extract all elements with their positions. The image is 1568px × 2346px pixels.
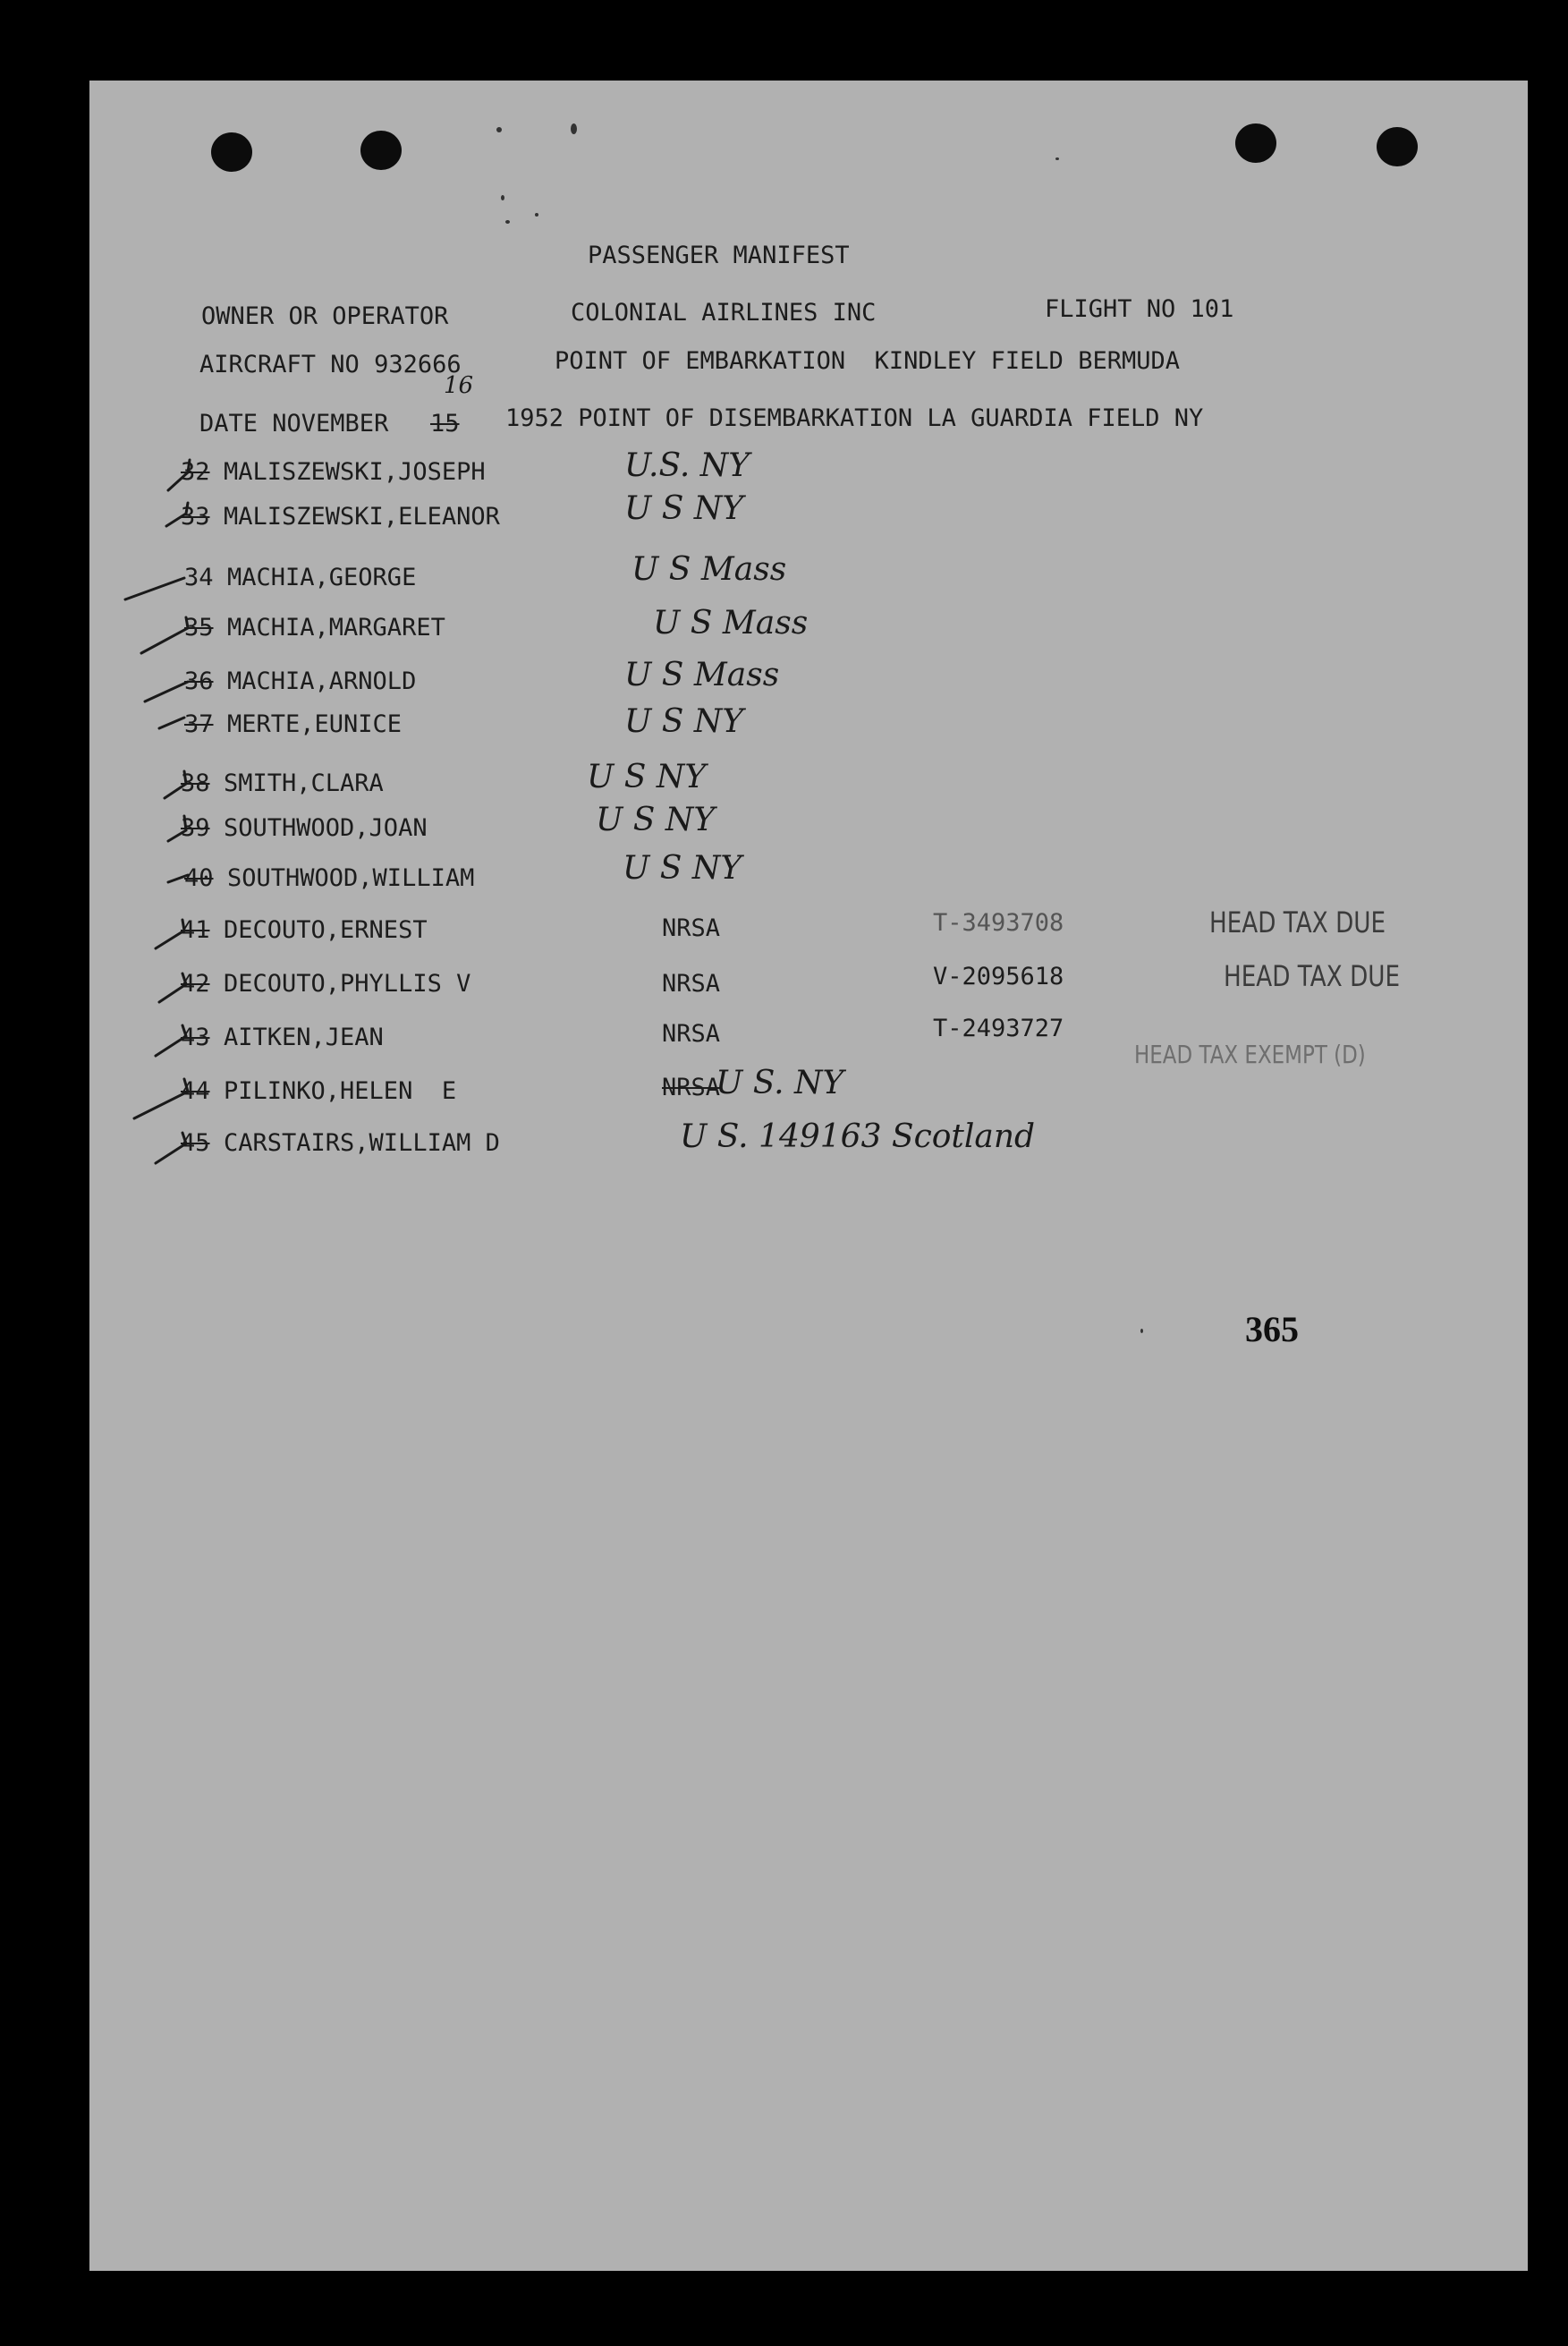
document-number: T-3493708 (933, 909, 1064, 937)
passenger-number: 44 (181, 1077, 210, 1105)
passenger-number: 35 (184, 614, 214, 642)
passenger-name: SOUTHWOOD,JOAN (224, 814, 428, 842)
passenger-number: 39 (181, 814, 210, 842)
citizenship-note: U.S. NY (624, 447, 750, 484)
passenger-name: MACHIA,ARNOLD (227, 667, 417, 695)
page-number: 365 (1245, 1309, 1299, 1349)
citizenship-note: U S NY (624, 703, 744, 740)
passenger-number: 33 (181, 503, 210, 531)
passenger-name: DECOUTO,ERNEST (224, 916, 428, 944)
document-number: T-2493727 (933, 1015, 1064, 1042)
passenger-name: SOUTHWOOD,WILLIAM (227, 864, 475, 892)
embarkation: POINT OF EMBARKATION KINDLEY FIELD BERMUDA (555, 347, 1180, 375)
citizenship-note: U S NY (587, 759, 707, 795)
passenger-name: MACHIA,GEORGE (227, 564, 417, 591)
passenger-number: 45 (181, 1129, 210, 1157)
passenger-number: 32 (181, 458, 210, 486)
passenger-name: DECOUTO,PHYLLIS V (224, 970, 471, 998)
flight-number: FLIGHT NO 101 (1045, 295, 1234, 323)
passenger-status: NRSA (662, 1020, 721, 1048)
head-tax-stamp: HEAD TAX DUE (1224, 959, 1401, 993)
date-day-corrected: 16 (444, 372, 474, 399)
manifest-sheet (89, 81, 1528, 2271)
disembarkation: 1952 POINT OF DISEMBARKATION LA GUARDIA FIELD NY (505, 404, 1204, 432)
passenger-name: PILINKO,HELEN E (224, 1077, 457, 1105)
citizenship-note: U S Mass (631, 551, 787, 588)
passenger-status: NRSA (662, 914, 721, 942)
passenger-name: MALISZEWSKI,ELEANOR (224, 503, 500, 531)
citizenship-note: U S NY (624, 490, 744, 527)
passenger-number: 38 (181, 769, 210, 797)
passenger-number: 36 (184, 667, 214, 695)
owner-value: COLONIAL AIRLINES INC (571, 299, 877, 327)
head-tax-stamp: HEAD TAX DUE (1209, 905, 1386, 939)
citizenship-note: U S Mass (653, 605, 809, 642)
citizenship-note: U S NY (623, 850, 742, 887)
passenger-name: MACHIA,MARGARET (227, 614, 445, 642)
passenger-number: 41 (181, 916, 210, 944)
passenger-name: SMITH,CLARA (224, 769, 384, 797)
passenger-name: MERTE,EUNICE (227, 710, 403, 738)
passenger-name: MALISZEWSKI,JOSEPH (224, 458, 486, 486)
passenger-name: CARSTAIRS,WILLIAM D (224, 1129, 500, 1157)
document-number: V-2095618 (933, 963, 1064, 990)
passenger-number: 37 (184, 710, 214, 738)
check-marks (89, 81, 1528, 2271)
passenger-name: AITKEN,JEAN (224, 1024, 384, 1051)
citizenship-note: U S Mass (624, 657, 780, 693)
passenger-number: 40 (184, 864, 214, 892)
citizenship-note: U S NY (596, 802, 716, 838)
passenger-status: NRSA (662, 970, 721, 998)
aircraft-number: AIRCRAFT NO 932666 (199, 351, 462, 378)
owner-label: OWNER OR OPERATOR (201, 302, 449, 330)
passenger-status: NRSA (662, 1074, 721, 1101)
citizenship-note: U S. NY (716, 1065, 844, 1101)
passenger-number: 43 (181, 1024, 210, 1051)
date-label: DATE NOVEMBER (199, 410, 389, 438)
head-tax-stamp: HEAD TAX EXEMPT (D) (1134, 1040, 1366, 1069)
passenger-number: 42 (181, 970, 210, 998)
date-day-struck: 15 (430, 410, 460, 438)
page-title: PASSENGER MANIFEST (588, 242, 850, 269)
passenger-number: 34 (184, 564, 214, 591)
citizenship-note: U S. 149163 Scotland (680, 1118, 1036, 1155)
